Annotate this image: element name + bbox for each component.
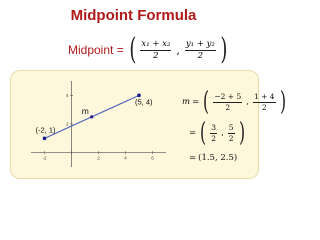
y-tick-label: 2 (65, 121, 69, 127)
equals-1: = (192, 97, 200, 107)
midpoint-dot (90, 115, 93, 118)
step1-y-den: 2 (261, 102, 267, 112)
midpoint-label: m (81, 105, 89, 116)
y-numerator: y₁ + y₂ (185, 38, 215, 49)
paren-open-2: ( (200, 118, 207, 148)
comma-2: , (221, 128, 224, 138)
x-denominator: 2 (153, 50, 159, 61)
step1-x-fraction (213, 92, 242, 113)
point-1 (43, 137, 47, 141)
step2-y-num: 5 (228, 122, 234, 132)
step1-y-num: 1 + 4 (253, 91, 275, 101)
example-panel (10, 70, 286, 179)
x-tick-label: 4 (124, 155, 127, 161)
point-2-label: (5, 4) (135, 97, 153, 107)
paren-close-1: ) (279, 87, 286, 117)
y-fraction (185, 39, 216, 62)
y-denominator: 2 (197, 50, 204, 61)
left-paren: ( (129, 32, 137, 67)
step2-x-num: 3 (211, 122, 217, 132)
coordinate-graph (11, 71, 176, 178)
x-tick-label: 2 (97, 155, 100, 161)
x-numerator: x₁ + x₂ (141, 38, 171, 49)
step-1 (182, 89, 288, 115)
step2-x-fraction (210, 123, 217, 144)
step1-y-fraction (253, 92, 276, 113)
comma: , (176, 43, 180, 57)
step-2 (189, 120, 247, 146)
x-fraction (140, 39, 171, 62)
step2-x-den: 2 (211, 133, 217, 143)
right-paren: ) (220, 32, 228, 67)
x-tick-label: 6 (151, 155, 154, 161)
paren-open-1: ( (203, 87, 210, 117)
step1-x-den: 2 (225, 102, 231, 112)
step2-y-fraction (228, 123, 235, 144)
y-tick-label: 4 (65, 92, 69, 98)
step-3 (189, 153, 237, 163)
formula-label: Midpoint = (68, 43, 124, 57)
step2-y-den: 2 (228, 133, 234, 143)
comma-1: , (246, 97, 249, 107)
midpoint-formula (68, 33, 230, 67)
point-1-label: (-2, 1) (35, 125, 56, 135)
equals-2: = (189, 128, 197, 138)
m-symbol: m (182, 97, 191, 107)
equals-3: = (189, 153, 197, 163)
result: (1.5, 2.5) (198, 153, 238, 163)
page-title: Midpoint Formula (70, 7, 197, 24)
x-tick-label: -2 (42, 155, 47, 161)
step1-x-num: −2 + 5 (214, 91, 242, 101)
paren-close-2: ) (238, 118, 245, 148)
